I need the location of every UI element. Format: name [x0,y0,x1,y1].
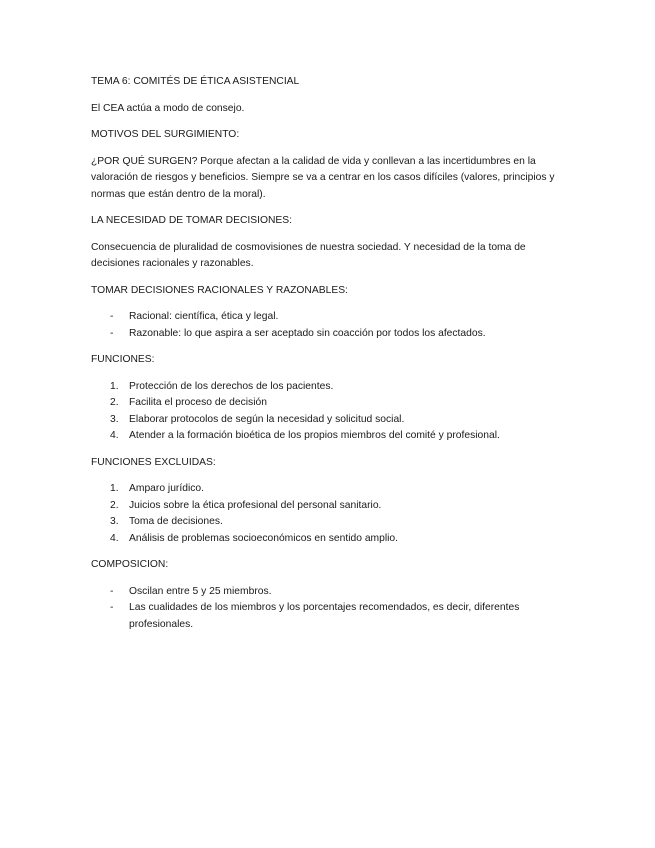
list-item-text: Juicios sobre la ética profesional del personal sanitario. [129,499,382,511]
motivos-heading: MOTIVOS DEL SURGIMIENTO: [91,129,240,140]
dash-marker: - [110,311,114,322]
dash-marker: - [110,327,114,339]
decisiones-heading: TOMAR DECISIONES RACIONALES Y RAZONABLES: [91,284,348,296]
list-item [91,428,561,445]
document-title: TEMA 6: COMITÉS DE ÉTICA ASISTENCIAL [91,76,300,87]
list-item [91,531,561,548]
list-item [91,514,561,531]
list-item [91,412,561,429]
list-item-text: Elaborar protocolos de según la necesidad y solicitud social. [129,413,405,425]
number-marker: 2. [110,499,119,511]
list-item-text: Análisis de problemas socioeconómicos en sentido amplio. [129,532,399,544]
list-item-text: Amparo jurídico. [129,483,204,494]
list-item [91,379,561,396]
number-marker: 3. [110,413,119,425]
funciones-list [91,379,561,445]
number-marker: 4. [110,430,119,441]
necesidad-heading: LA NECESIDAD DE TOMAR DECISIONES: [91,215,293,226]
list-item-text: Las cualidades de los miembros y los porcentajes recomendados, es decir, diferentes profesionales. [129,602,520,630]
number-marker: 4. [110,532,119,544]
list-item [91,584,561,601]
dash-marker: - [110,585,114,597]
list-item-text: Facilita el proceso de decisión [129,397,267,408]
list-item [91,498,561,515]
composicion-list [91,584,561,634]
intro-paragraph: El CEA actúa a modo de consejo. [91,102,245,114]
list-item-text: Atender a la formación bioética de los propios miembros del comité y profesional. [129,430,500,441]
composicion-heading: COMPOSICION: [91,559,169,570]
list-item-text: Toma de decisiones. [129,516,223,527]
necesidad-paragraph: Consecuencia de pluralidad de cosmovisiones de nuestra sociedad. Y necesidad de la toma de decisiones racionales y razonables. [91,241,526,269]
number-marker: 2. [110,397,119,408]
list-item-text: Oscilan entre 5 y 25 miembros. [129,585,272,597]
list-item-text: Razonable: lo que aspira a ser aceptado sin coacción por todos los afectados. [129,327,486,339]
list-item-text: Racional: científica, ética y legal. [129,311,279,322]
motivos-paragraph: ¿POR QUÉ SURGEN? Porque afectan a la calidad de vida y conllevan a las incertidumbres en la valoración de riesgos y beneficios. Siempre se va a centrar en los casos difíciles (valores, principios y normas que están dentro de la moral). [91,155,555,200]
list-item [91,395,561,412]
list-item [91,481,561,498]
list-item [91,600,561,633]
list-item-text: Protección de los derechos de los pacientes. [129,380,334,392]
list-item [91,326,561,343]
number-marker: 1. [110,380,119,392]
excluidas-list [91,481,561,547]
excluidas-heading: FUNCIONES EXCLUIDAS: [91,456,216,468]
number-marker: 3. [110,516,119,527]
dash-marker: - [110,602,114,613]
document-page [91,74,561,643]
list-item [91,309,561,326]
funciones-heading: FUNCIONES: [91,354,155,365]
decisiones-list [91,309,561,342]
number-marker: 1. [110,483,119,494]
